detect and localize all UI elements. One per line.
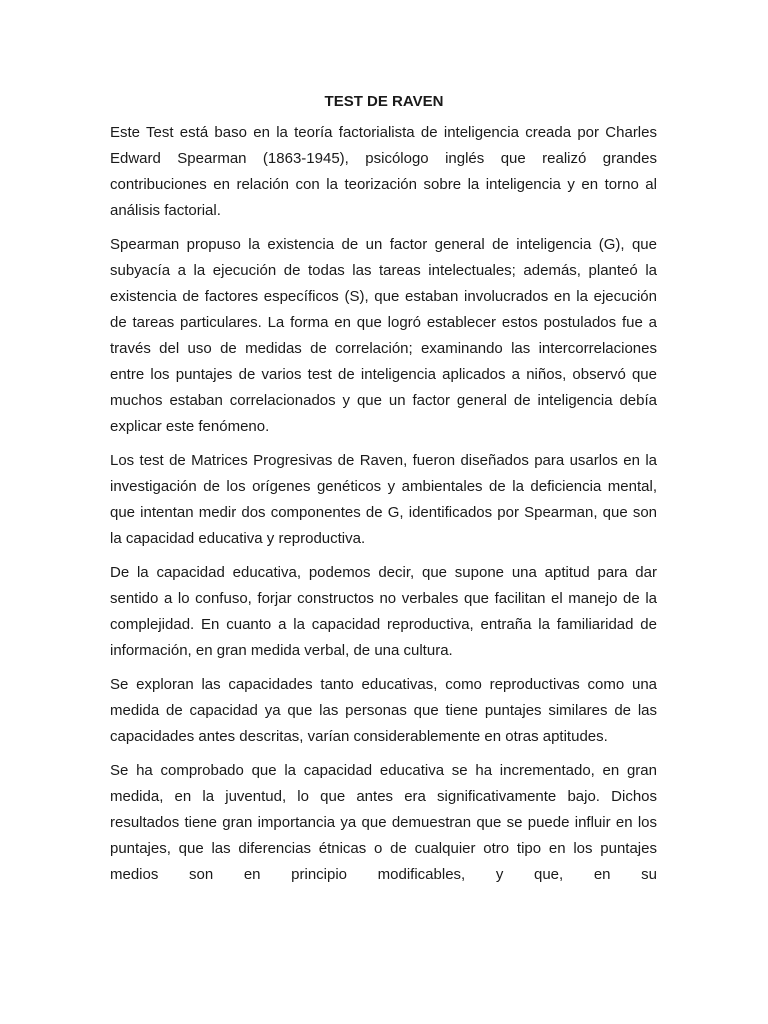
document-title: TEST DE RAVEN	[324, 93, 444, 110]
paragraph-6: Se ha comprobado que la capacidad educativa se ha incrementado, en gran medida, en la juventud, lo que antes era significativamente bajo. Dichos resultados tiene gran importancia ya que demuestran que se puede influir en los puntajes, que las diferencias étnicas o de cualquier otro tipo en los puntajes medios son en principio modificables, y que, en su	[110, 762, 657, 883]
paragraph-4: De la capacidad educativa, podemos decir, que supone una aptitud para dar sentido a lo confuso, forjar constructos no verbales que facilitan el manejo de la complejidad. En cuanto a la capacidad reproductiva, entraña la familiaridad de información, en gran medida verbal, de una cultura.	[110, 564, 657, 659]
document-body	[110, 92, 657, 896]
paragraph-3: Los test de Matrices Progresivas de Raven, fueron diseñados para usarlos en la investigación de los orígenes genéticos y ambientales de la deficiencia mental, que intentan medir dos componentes de G, identificados por Spearman, que son la capacidad educativa y reproductiva.	[110, 452, 657, 547]
paragraph-1: Este Test está baso en la teoría factorialista de inteligencia creada por Charles Edward Spearman (1863-1945), psicólogo inglés que realizó grandes contribuciones en relación con la teorización sobre la inteligencia y en torno al análisis factorial.	[110, 124, 657, 219]
paragraph-5: Se exploran las capacidades tanto educativas, como reproductivas como una medida de capacidad ya que las personas que tiene puntajes similares de las capacidades antes descritas, varían considerablemente en otras aptitudes.	[110, 676, 657, 745]
paragraph-2: Spearman propuso la existencia de un factor general de inteligencia (G), que subyacía a la ejecución de todas las tareas intelectuales; además, planteó la existencia de factores específicos (S), que estaban involucrados en la ejecución de tareas particulares. La forma en que logró establecer estos postulados fue a través del uso de medidas de correlación; examinando las intercorrelaciones entre los puntajes de varios test de inteligencia aplicados a niños, observó que muchos estaban correlacionados y que un factor general de inteligencia debía explicar este fenómeno.	[110, 236, 657, 435]
